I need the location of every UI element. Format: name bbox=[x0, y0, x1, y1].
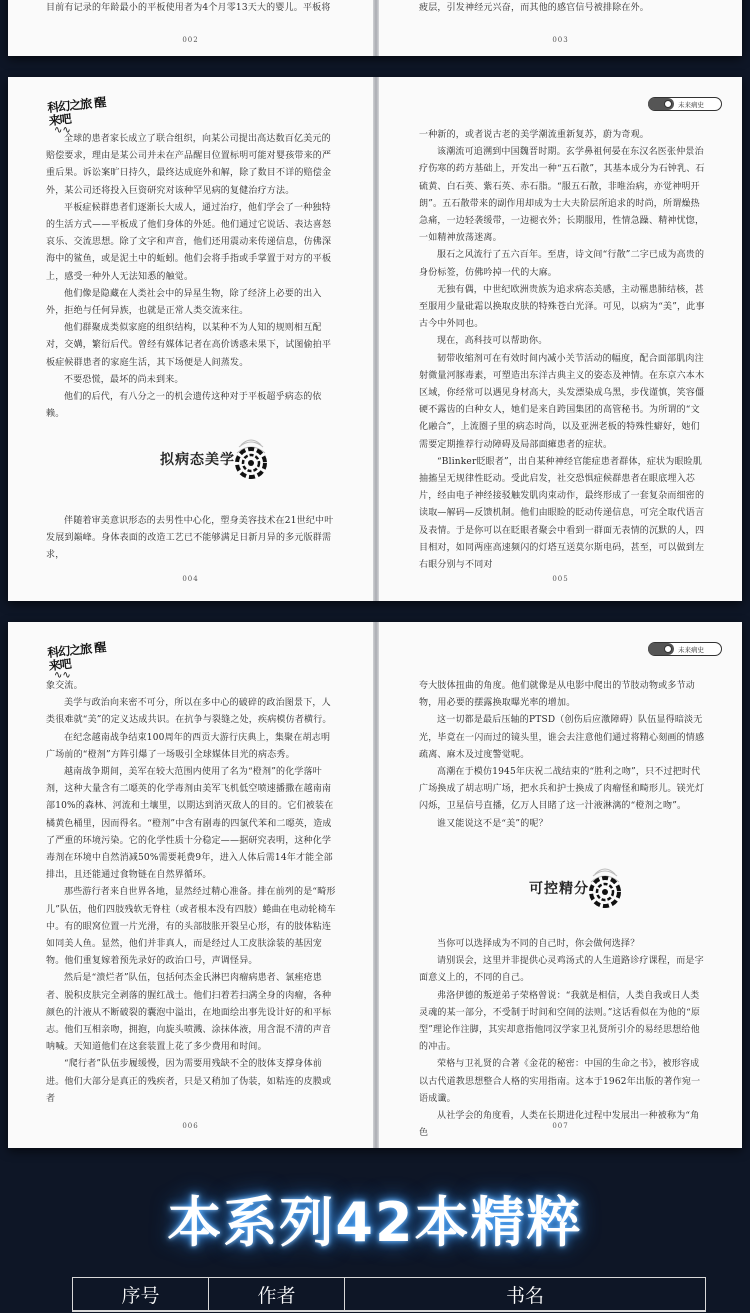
paragraph: 平板症候群患者们逐渐长大成人，通过治疗，他们学会了一种独特的生活方式——平板成了他们身体的外延。他们通过它说话、表达喜怒哀乐、交流思想。除了文字和声音，他们还用震动来传递信息，仿佛深海中的鲨鱼，或是泥土中的蚯蚓。他们会将手指或手掌置于对方的平板上，感受一种外人无法知悉的触觉。 bbox=[46, 202, 332, 282]
page-005 bbox=[379, 77, 742, 601]
paragraph: 服石之风流行了五六百年。至唐，诗文间“行散”二字已成为高贵的身份标签，仿佛吟掉一代的大麻。 bbox=[419, 250, 705, 278]
page-body bbox=[419, 127, 708, 574]
paragraph: 高潮在于模仿1945年庆祝二战结束的“胜利之吻”，只不过把时代广场换成了胡志明广场，把水兵和护士换成了肉瘤怪和畸形儿。镁光灯闪烁，卫星信号直播，亿万人目睹了这一汁液淋漓的“橙剂之吻”。 bbox=[419, 767, 705, 812]
book-list-table bbox=[72, 1277, 706, 1312]
paragraph: 无独有偶，中世纪欧洲贵族为追求病态美感，主动罹患肺结核，甚至服用少量砒霜以换取皮肤的特殊苍白光泽。可见，以病为“美”，此事古今中外同也。 bbox=[419, 284, 705, 330]
page-004 bbox=[8, 77, 373, 601]
page-body-continued bbox=[419, 936, 708, 1142]
chapter-tag-label: 未来病史 bbox=[678, 645, 704, 654]
paragraph: 该潮流可追溯到中国魏晋时期。玄学鼻祖何晏在东汉名医张仲景治疗伤寒的药方基础上，开发出一种“五石散”，其基本成分为石钟乳、石硫黄、白石英、紫石英、赤石脂。“服五石散，非唯治病，亦觉神明开朗”。五石散带来的副作用却成为士大夫阶层所追求的时尚，所谓燥热急痛，一边轻袭缓带，一边褪衣外；长期服用，性情急躁、精神忧惚，一如精神放荡迷离。 bbox=[419, 147, 705, 244]
chapter-tag bbox=[648, 97, 722, 111]
paragraph: 夸大肢体扭曲的角度。他们就像是从电影中爬出的节肢动物或多节动物，用必要的摆露换取曝光率的增加。 bbox=[419, 681, 696, 709]
paragraph: 伴随着审美意识形态的去男性中心化，塑身美容技术在21世纪中叶发展到巅峰。身体表面的改造工艺已不能够满足日新月异的多元版群需求， bbox=[46, 516, 334, 561]
paragraph: 他们群聚成类似家庭的组织结构，以某种不为人知的规则相互配对，交媾，繁衍后代。曾经有媒体记者在高价诱惑未果下，试图偷拍平板症候群患者的家庭生活，其下场便是人间蒸发。 bbox=[46, 323, 332, 368]
paragraph: 那些游行者来自世界各地，显然经过精心准备。排在前列的是“畸形儿”队伍，他们四肢残软无脊柱（或者根本没有四肢）蜷曲在电动轮椅车中。有的眼窝位置一片光滑，有的头部肢胀开裂呈心形，有的肢体粘连如同美人鱼。显然，他们并非真人，而是经过人工皮肤涂装的基因宠物。他们重复嫁着预先录好的政治口号，声调怪异。 bbox=[46, 887, 337, 967]
page-006 bbox=[8, 622, 373, 1148]
paragraph: 请别误会，这里并非提供心灵鸡汤式的人生道路诊疗课程，而是字面意义上的，不同的自己。 bbox=[419, 956, 704, 984]
page-number: 007 bbox=[552, 1122, 569, 1130]
series-banner: 本系列42本精粹 bbox=[167, 1191, 583, 1254]
column-header-author: 作者 bbox=[209, 1278, 345, 1310]
paragraph: 一种新的，或者说古老的美学潮流重新复苏，蔚为奇观。 bbox=[419, 130, 650, 140]
page-number: 003 bbox=[552, 36, 569, 44]
top-spread bbox=[8, 0, 742, 56]
chapter-tag bbox=[648, 642, 722, 656]
book-spread-2 bbox=[8, 622, 742, 1148]
column-header-title: 书名 bbox=[505, 1284, 544, 1307]
book-spread-1 bbox=[8, 77, 742, 601]
page-body bbox=[419, 678, 708, 833]
section-title: 可控精分 bbox=[529, 881, 589, 897]
paragraph: 全球的患者家长成立了联合组织，向某公司提出高达数百亿美元的赔偿要求，理由是某公司并未在产品醒目位置标明可能对婴孩带来的严重后果。诉讼案旷日持久，最终达成庭外和解，除了数目不详的赔偿金外，某公司还将投入巨资研究对该种罕见病的复健治疗方法。 bbox=[46, 134, 332, 196]
page-body-continued bbox=[46, 513, 337, 565]
paragraph: 他们的后代，有八分之一的机会遗传这种对于平板超乎病态的依赖。 bbox=[46, 392, 322, 420]
paragraph: 韧带收缩剂可在有效时间内减小关节活动的幅度，配合面部肌肉注射微量河豚毒素，可塑造出东洋古典主义的姿态及神情。在东京六本木区域，你经常可以遇见身材高大，头发漂染成乌黑，步伐谨慎，笑容僵硬不露齿的白种女人，她们是来自跨国集团的高管秘书。为所谓的“文化融合”，上流圈子里的病态时尚，以及亚洲老板的特殊性癖好，她们需要定期推荐行动障碍及局部面瘫患者的症状。 bbox=[419, 353, 705, 450]
logo-text: 科幻之旅 醒来吧 bbox=[46, 95, 107, 129]
page-number: 002 bbox=[182, 36, 199, 44]
chapter-tag-label: 未来病史 bbox=[678, 100, 704, 109]
toggle-icon bbox=[648, 643, 674, 655]
page-number: 006 bbox=[182, 1122, 199, 1130]
page-text-line: 目前有记录的年龄最小的平板使用者为4个月零13天大的婴儿。平板将 bbox=[46, 3, 331, 13]
paragraph: 他们像是隐藏在人类社会中的异星生物，除了经济上必要的出入外，拒绝与任何异族，也就是正常人类交流来往。 bbox=[46, 288, 322, 317]
paragraph: 美学与政治向来密不可分，所以在多中心的破碎的政治图景下，人类很难就“美”的定义达成共识。在抗争与裂缝之处，疾病模仿者横行。 bbox=[46, 698, 332, 726]
page-002 bbox=[8, 0, 373, 56]
page-body bbox=[46, 678, 337, 1108]
section-title: 拟病态美学 bbox=[160, 452, 235, 468]
paragraph: 谁又能说这不是“美”的呢？ bbox=[437, 818, 548, 829]
paragraph: 越南战争期间，美军在较大范围内使用了名为“橙剂”的化学落叶剂，这种大量含有二噁英的化学毒剂由美军飞机低空喷速播撒在越南南部10%的森林、河流和土壤里，以期达到消灭敌人的目的。它们被装在橘黄色桶里，因而得名。“橙剂”中含有剧毒的四氯代苯和二噁英，造成了严重的环境污染。它的化学性质十分稳定——据研究表明，这种化学毒剂在环境中自然消减50%需要耗费9年，进入人体后需14年才能全部排出，且还能通过食物链在自然界循环。 bbox=[46, 767, 334, 881]
paragraph: 象交流。 bbox=[46, 681, 83, 691]
paragraph: 不要恐慌，最坏的尚未到来。 bbox=[64, 374, 184, 385]
swirl-icon: ∿∿ bbox=[54, 125, 71, 136]
page-003 bbox=[379, 0, 742, 56]
page-number: 004 bbox=[182, 575, 199, 583]
paragraph: 然后是“溃烂者”队伍，包括何杰金氏淋巴肉瘤病患者、氯痤疮患者、脱积皮肤完全剥落的腥红战士。他们扫着若扫满全身的肉瘤，各种颜色的汁液从不断破裂的囊泡中溢出，在地面绘出事先设计好的和平标志。他们互相亲吻，拥抱，向旋头喷溅、涂抹体液，用含混不清的声音呐喊。天知道他们在这套装置上花了多少费用和时间。 bbox=[46, 973, 332, 1053]
paragraph: 这一切都是最后压轴的PTSD（创伤后应激障碍）队伍显得暗淡无光，毕竟在一闪而过的镜头里，谁会去注意他们通过将精心刻画的情感疏离、麻木及过度警觉呢。 bbox=[419, 715, 705, 760]
table-header-row bbox=[73, 1278, 705, 1311]
fingerprint-icon bbox=[585, 866, 625, 910]
section-heading bbox=[160, 437, 271, 481]
paragraph: 现在，高科技可以帮助你。 bbox=[437, 336, 548, 347]
page-text-line: 疲层，引发神经元兴奋，而其他的感官信号被排除在外。 bbox=[419, 3, 650, 13]
paragraph: 弗洛伊德的叛逆弟子荣格曾说：“我就是相信，人类自我或日人类灵魂的某一部分，不受制于时间和空间的法则。”这话看似在为他的“原型”理论作注脚，其实却意指他同汉学家卫礼贤所引介的易经思想给他的冲击。 bbox=[419, 990, 701, 1053]
paragraph: “爬行者”队伍步履缓慢，因为需要用残缺不全的肢体支撑身体前进。他们大部分是真正的残疾者，只是又稍加了伪装，如粘连的皮膜或者 bbox=[46, 1059, 332, 1104]
swirl-icon: ∿∿ bbox=[54, 670, 71, 681]
page-number: 005 bbox=[552, 575, 569, 583]
logo-text: 科幻之旅 醒来吧 bbox=[46, 640, 107, 674]
section-heading bbox=[529, 866, 625, 910]
toggle-icon bbox=[648, 98, 674, 110]
paragraph: 在纪念越南战争结束100周年的西贡大游行庆典上，集聚在胡志明广场前的“橙剂”方阵引爆了一场吸引全球媒体目光的病态秀。 bbox=[46, 732, 331, 760]
column-header-number: 序号 bbox=[73, 1278, 209, 1310]
page-007 bbox=[379, 622, 742, 1148]
paragraph: 当你可以选择成为不同的自己时，你会做何选择？ bbox=[437, 939, 640, 949]
paragraph: 荣格与卫礼贤的合著《金花的秘密：中国的生命之书》，被形容成以古代道教思想整合人格的实用指南。这本于1962年出版的著作宛一语成谶。 bbox=[419, 1059, 701, 1104]
page-body bbox=[46, 131, 337, 423]
paragraph: “Blinker眨眼者”，出自某种神经官能症患者群体，症状为眼睑肌抽搐呈无规律性眨动。受此启发，社交恐惧症候群患者在眼底埋入芯片，经由电子神经接驳触发肌肉束动作，最终形成了一套复杂而细密的读取—解码—反馈机制。他们由眼睑的眨动传递信息，可完全取代语言及表情。于是你可以在眨眼者聚会中看到一群面无表情的沉默的人，四目相对，如同两座高速频闪的灯塔互送莫尔斯电码，甚至，可以做到左右眼分别与不同对 bbox=[419, 456, 705, 571]
fingerprint-icon bbox=[231, 437, 271, 481]
paragraph: 从社学会的角度看，人类在长期进化过程中发展出一种被称为“角色 bbox=[419, 1111, 700, 1139]
